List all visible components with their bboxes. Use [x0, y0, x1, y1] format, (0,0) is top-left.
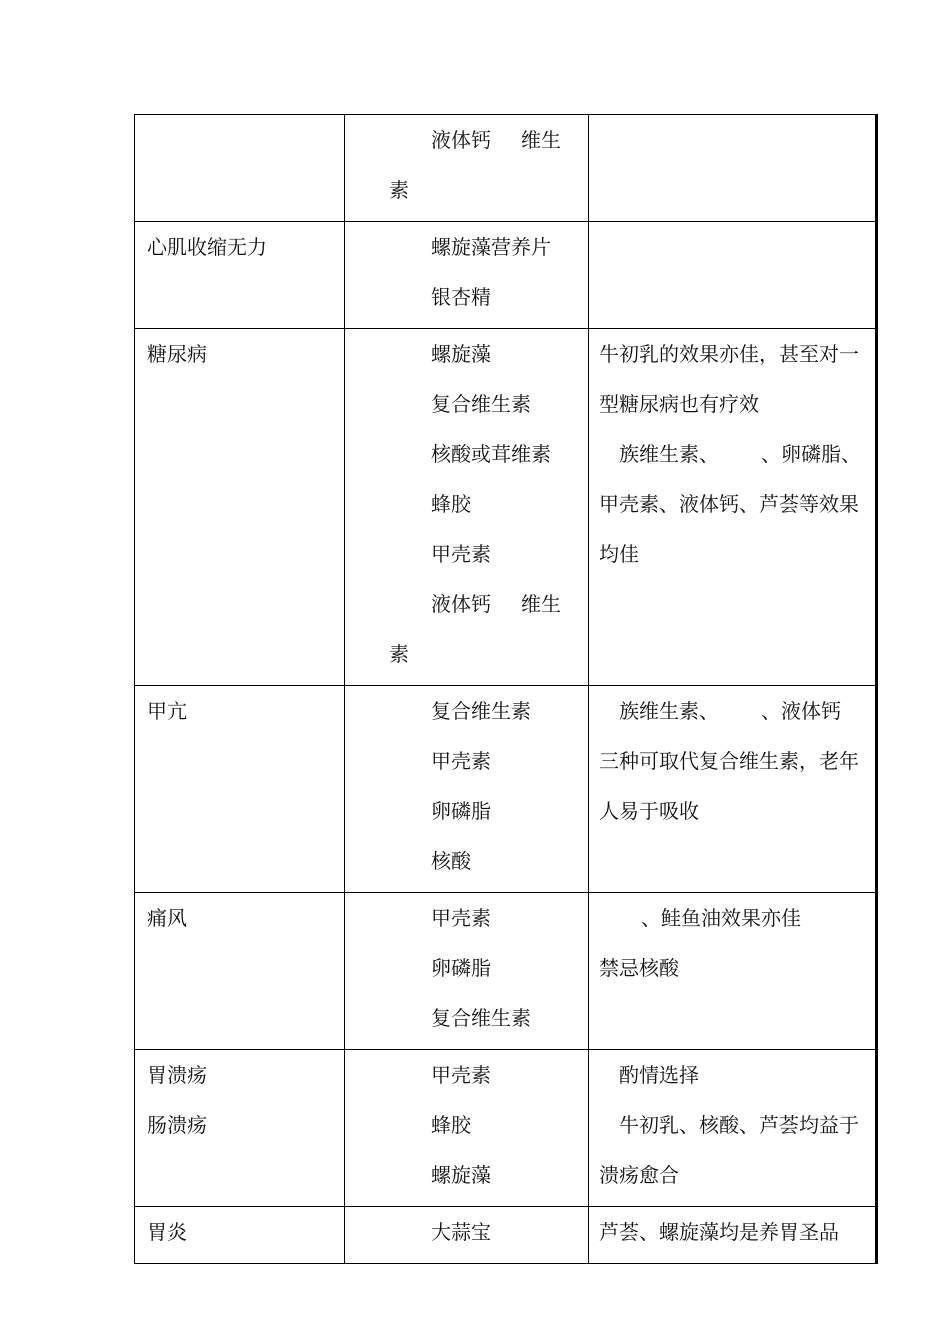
notes-cell: [589, 1207, 877, 1264]
list-item: 核酸: [431, 849, 471, 873]
list-item: 甲壳素: [431, 542, 491, 566]
note-line: 均佳: [599, 542, 639, 566]
table-row: [135, 115, 877, 222]
condition-label: 糖尿病: [147, 342, 207, 366]
list-item: 螺旋藻营养片: [431, 235, 551, 259]
note-line: 三种可取代复合维生素，老年: [599, 749, 859, 773]
table-row: [135, 686, 877, 893]
table-row: [135, 329, 877, 686]
supplement-name: 维生: [521, 592, 561, 616]
list-item: 甲壳素: [431, 1063, 491, 1087]
list-item: 复合维生素: [431, 1006, 531, 1030]
table-row: [135, 1207, 877, 1264]
supplements-cell: [345, 1207, 589, 1264]
list-item: 甲壳素: [431, 749, 491, 773]
notes-cell: [589, 222, 877, 329]
list-item: 卵磷脂: [431, 799, 491, 823]
condition-label: 心肌收缩无力: [147, 235, 267, 259]
note-line: 牛初乳的效果亦佳，甚至对一: [599, 342, 859, 366]
list-item: 卵磷脂: [431, 956, 491, 980]
supplements-cell: [345, 893, 589, 1050]
note-line: 甲壳素、液体钙、芦荟等效果: [599, 492, 859, 516]
note-line: [589, 1100, 875, 1150]
list-item: 蜂胶: [431, 492, 471, 516]
remedy-table: [134, 114, 878, 1264]
condition-label: 胃炎: [147, 1220, 187, 1244]
supplements-cell: [345, 222, 589, 329]
note-line: 芦荟、螺旋藻均是养胃圣品: [599, 1220, 839, 1244]
condition-cell: [135, 1050, 345, 1207]
list-item: 螺旋藻: [431, 1163, 491, 1187]
list-item: [345, 629, 588, 679]
supplements-cell: [345, 115, 589, 222]
note-fragment: 、鲑鱼油效果亦佳: [641, 906, 801, 930]
table-row: [135, 893, 877, 1050]
note-line: 人易于吸收: [599, 799, 699, 823]
list-item: 甲壳素: [431, 906, 491, 930]
note-line: 型糖尿病也有疗效: [599, 392, 759, 416]
condition-cell: [135, 893, 345, 1050]
note-fragment: 牛初乳、核酸、芦荟均益于: [619, 1113, 859, 1137]
notes-cell: [589, 1050, 877, 1207]
condition-label: 胃溃疡: [147, 1063, 207, 1087]
condition-label: 甲亢: [147, 699, 187, 723]
supplement-name: 素: [389, 178, 409, 202]
notes-cell: [589, 686, 877, 893]
supplements-cell: [345, 329, 589, 686]
note-fragment: 、卵磷脂、: [761, 442, 861, 466]
list-item: 复合维生素: [431, 392, 531, 416]
list-item: [345, 115, 588, 165]
condition-cell: [135, 1207, 345, 1264]
list-item: [345, 579, 588, 629]
note-fragment: 族维生素、: [619, 699, 719, 723]
list-item: 复合维生素: [431, 699, 531, 723]
list-item: 银杏精: [431, 285, 491, 309]
note-fragment: 族维生素、: [619, 442, 719, 466]
list-item: 大蒜宝: [431, 1220, 491, 1244]
list-item: 螺旋藻: [431, 342, 491, 366]
notes-cell: [589, 893, 877, 1050]
notes-cell: [589, 329, 877, 686]
note-fragment: 酌情选择: [619, 1063, 699, 1087]
supplement-name: 维生: [521, 128, 561, 152]
notes-cell: [589, 115, 877, 222]
table-row: [135, 1050, 877, 1207]
supplements-cell: [345, 686, 589, 893]
supplement-name: 液体钙: [431, 128, 491, 152]
note-line: [589, 686, 875, 736]
condition-label: 痛风: [147, 906, 187, 930]
condition-cell: [135, 329, 345, 686]
condition-label: 肠溃疡: [147, 1113, 207, 1137]
condition-cell: [135, 686, 345, 893]
note-line: 溃疡愈合: [599, 1163, 679, 1187]
supplements-cell: [345, 1050, 589, 1207]
supplement-name: 液体钙: [431, 592, 491, 616]
note-line: [589, 1050, 875, 1100]
list-item: 核酸或茸维素: [431, 442, 551, 466]
condition-cell: [135, 222, 345, 329]
list-item: 蜂胶: [431, 1113, 471, 1137]
note-line: 禁忌核酸: [599, 956, 679, 980]
note-line: [589, 429, 875, 479]
list-item: [345, 165, 588, 215]
table-row: [135, 222, 877, 329]
note-fragment: 、液体钙: [761, 699, 841, 723]
supplement-name: 素: [389, 642, 409, 666]
condition-cell: [135, 115, 345, 222]
note-line: [589, 893, 875, 943]
